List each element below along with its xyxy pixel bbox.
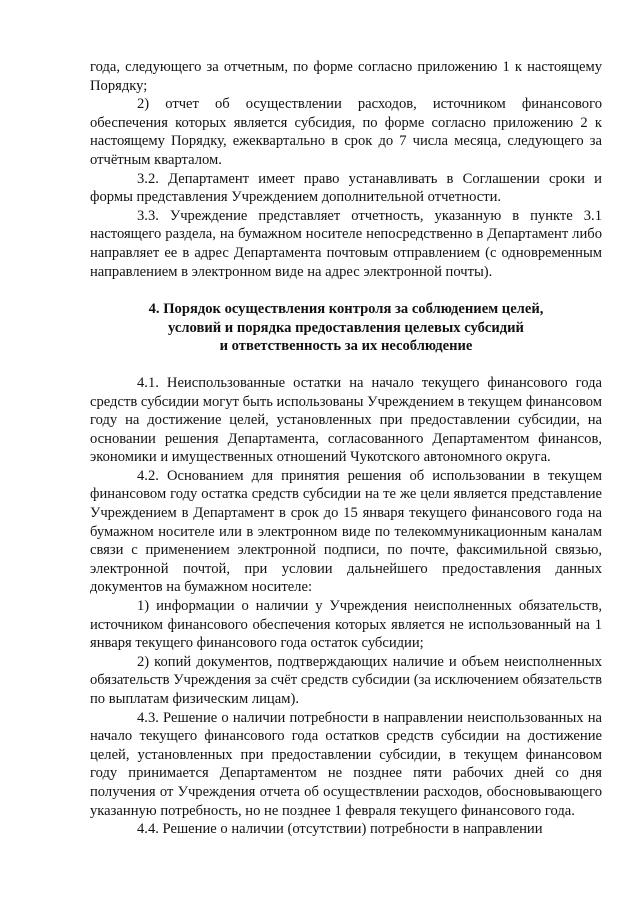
paragraph-3-3: 3.3. Учреждение представляет отчетность, указанную в пункте 3.1 настоящего раздела, на бумажном носителе непосредственно в Департамент либо направляет ее в адрес Департамента почтовым отправлением (с одновременным направлением в электронном виде на адрес электронной почты). [90,207,602,280]
paragraph-4-4: 4.4. Решение о наличии (отсутствии) потребности в направлении [137,821,543,838]
paragraph-4-3: 4.3. Решение о наличии потребности в направлении неиспользованных на начало текущего финансового года остатков средств субсидии на достижение целей, установленных при предоставлении субсидии, в текущем финансовом году принимается Департаментом не позднее пяти рабочих дней со дня получения от Учреждения отчета об осуществлении расходов, обосновывающего указанную потребность, но не позднее 1 февраля текущего финансового года. [90,709,602,819]
section-heading-line-1: 4. Порядок осуществления контроля за соблюдением целей, [148,301,544,318]
section-heading-line-2: условий и порядка предоставления целевых субсидий [168,319,524,336]
paragraph-4-2: 4.2. Основанием для принятия решения об использовании в текущем финансовом году остатка средств субсидии на те же цели является представление Учреждением в Департамент в срок до 15 января текущего финансового года на бумажном носителе или в электронном виде по телекоммуникационным каналам связи с применением электронной подписи, по почте, факсимильной связью, электронной почтой, при условии дальнейшего предоставления данных документов на бумажном носителе: [90,467,602,596]
section-heading-line-3: и ответственность за их несоблюдение [219,338,473,355]
paragraph-item-2: 2) отчет об осуществлении расходов, источником финансового обеспечения которых является субсидия, по форме согласно приложению 2 к настоящему Порядку, ежеквартально в срок до 7 числа месяца, следующего за отчётным кварталом. [90,96,602,168]
paragraph-3-2: 3.2. Департамент имеет право устанавливать в Соглашении сроки и формы представления Учреждением дополнительной отчетности. [90,170,602,206]
section-heading [90,300,602,356]
paragraph-4-1: 4.1. Неиспользованные остатки на начало текущего финансового года средств субсидии могут быть использованы Учреждением в текущем финансовом году на достижение целей, установленных при предоставлении субсидии, на основании решения Департамента, согласованного Департаментом финансов, экономики и имущественных отношений Чукотского автономного округа. [90,374,602,466]
paragraph-continuation: года, следующего за отчетным, по форме согласно приложению 1 к настоящему Порядку; [90,59,602,94]
paragraph-4-2-item-2: 2) копий документов, подтверждающих наличие и объем неисполненных обязательств Учреждения за счёт средств субсидии (за исключением обязательств по выплатам физическим лицам). [90,653,602,707]
document-page [90,58,602,839]
paragraph-4-2-item-1: 1) информации о наличии у Учреждения неисполненных обязательств, источником финансового обеспечения которых является не использованный на 1 января текущего финансового года остаток субсидии; [90,598,602,652]
